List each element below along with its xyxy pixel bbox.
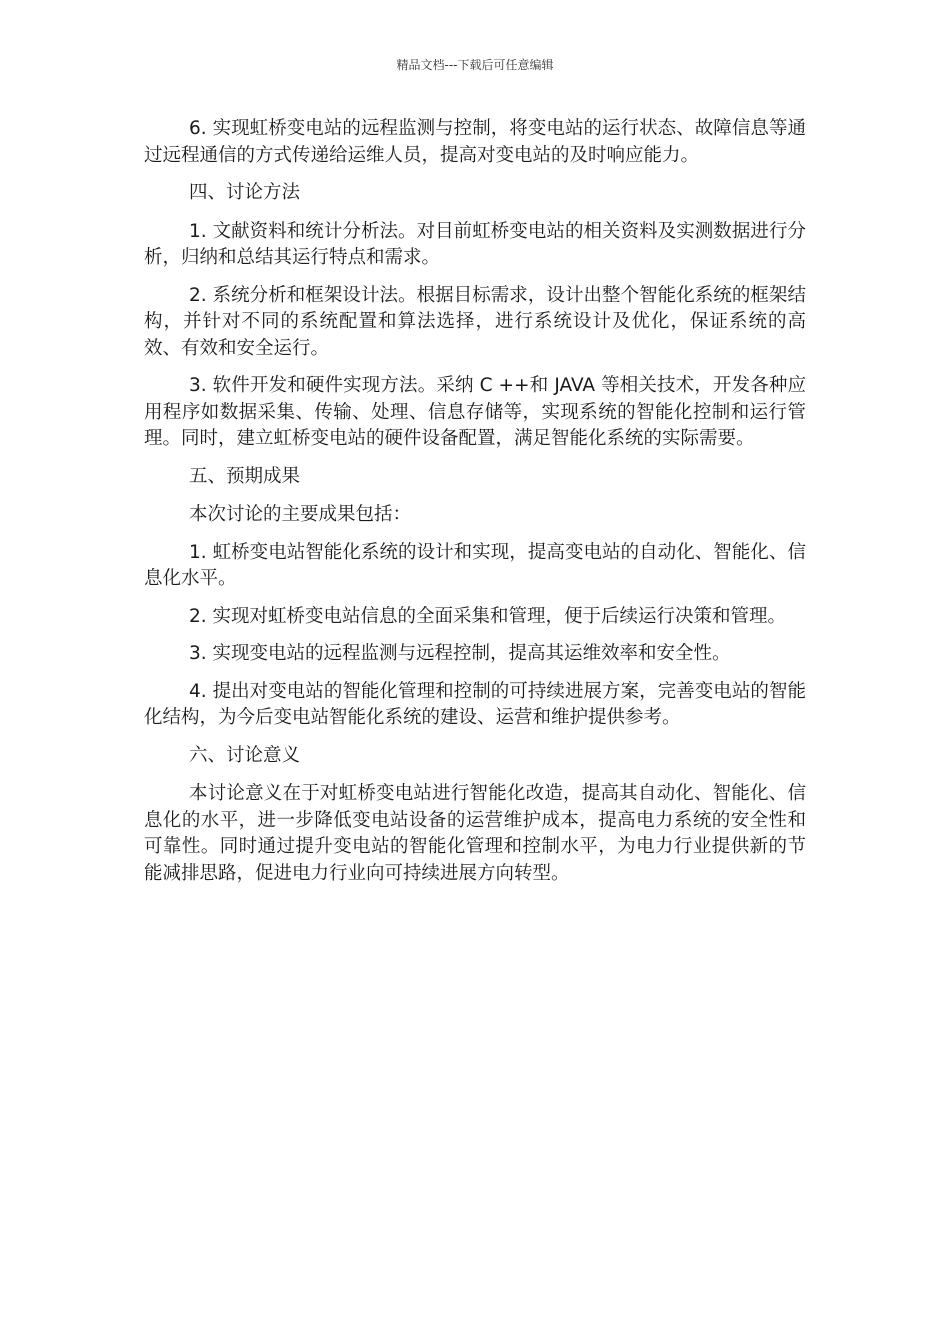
section-heading-methods: 四、讨论方法 [189,182,301,203]
paragraph-method-literature: 1. 文献资料和统计分析法。对目前虹桥变电站的相关资料及实测数据进行分析，归纳和总结其运行特点和需求。 [144,220,806,268]
page-header: 精品文档---下载后可任意编辑 [396,58,554,72]
paragraph-result-2: 2. 实现对虹桥变电站信息的全面采集和管理，便于后续运行决策和管理。 [189,605,787,627]
document-body [144,116,806,898]
paragraph-significance: 本讨论意义在于对虹桥变电站进行智能化改造，提高其自动化、智能化、信息化的水平，进一步降低变电站设备的运营维护成本，提高电力系统的安全性和可靠性。同时通过提升变电站的智能化管理和控制水平，为电力行业提供新的节能减排思路，促进电力行业向可持续进展方向转型。 [144,783,806,884]
paragraph-remote-monitoring: 6. 实现虹桥变电站的远程监测与控制，将变电站的运行状态、故障信息等通过远程通信的方式传递给运维人员，提高对变电站的及时响应能力。 [144,118,806,166]
paragraph-result-1: 1. 虹桥变电站智能化系统的设计和实现，提高变电站的自动化、智能化、信息化水平。 [144,541,806,589]
paragraph-results-intro: 本次讨论的主要成果包括： [189,504,412,525]
paragraph-method-software-hardware: 3. 软件开发和硬件实现方法。采纳 C ++和 JAVA 等相关技术，开发各种应用程序如数据采集、传输、处理、信息存储等，实现系统的智能化控制和运行管理。同时，建立虹桥变电站的硬件设备配置，满足智能化系统的实际需要。 [144,375,806,449]
paragraph-method-system-design: 2. 系统分析和框架设计法。根据目标需求，设计出整个智能化系统的框架结构，并针对不同的系统配置和算法选择，进行系统设计及优化，保证系统的高效、有效和安全运行。 [144,284,806,359]
section-heading-expected-results: 五、预期成果 [189,465,301,487]
paragraph-result-3: 3. 实现变电站的远程监测与远程控制，提高其运维效率和安全性。 [189,643,731,664]
paragraph-result-4: 4. 提出对变电站的智能化管理和控制的可持续进展方案，完善变电站的智能化结构，为今后变电站智能化系统的建设、运营和维护提供参考。 [144,680,806,728]
section-heading-significance: 六、讨论意义 [189,744,301,766]
